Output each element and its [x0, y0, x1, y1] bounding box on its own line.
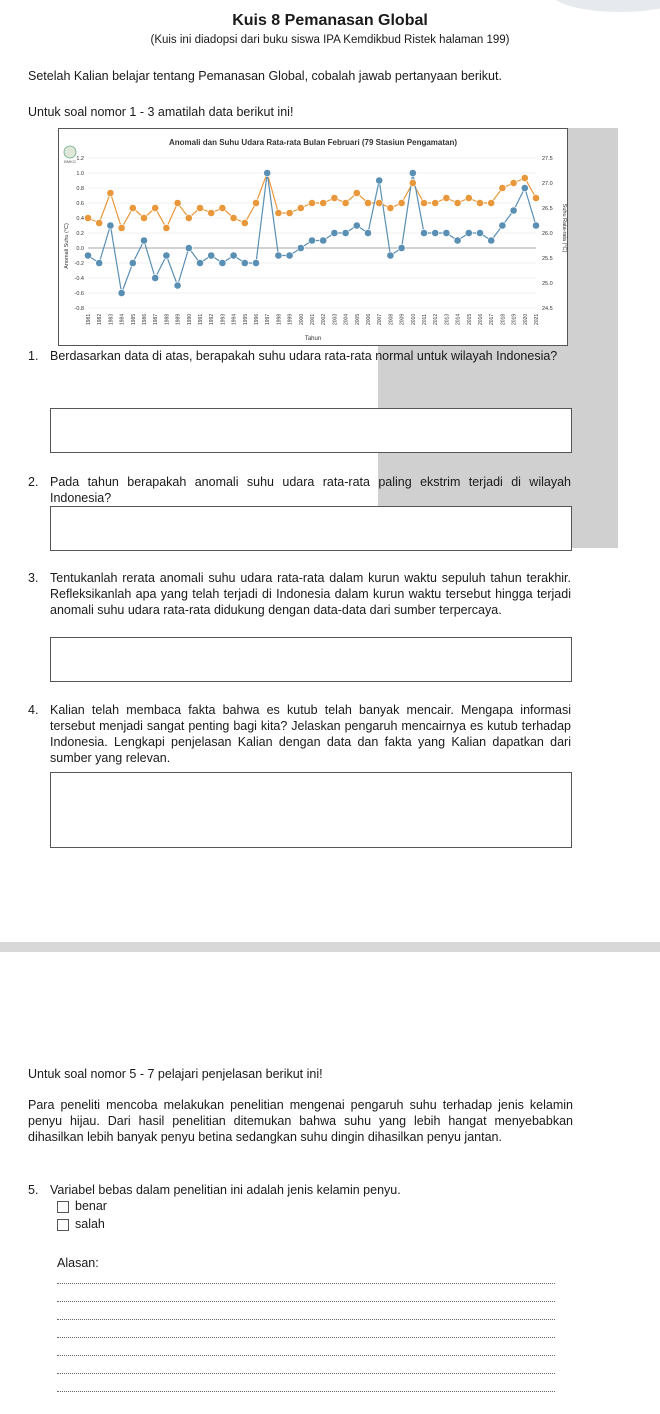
option-salah-checkbox[interactable] [57, 1219, 69, 1231]
q1-text: Berdasarkan data di atas, berapakah suhu udara rata-rata normal untuk wilayah Indonesia? [50, 349, 558, 363]
data-point-anomaly [510, 207, 517, 214]
data-point-anomaly [264, 169, 271, 176]
data-point-anomaly [208, 252, 215, 259]
data-point-temperature [432, 199, 439, 206]
x-axis-label: Tahun [304, 336, 322, 342]
x-tick-label: 2011 [422, 314, 428, 325]
data-point-anomaly [443, 229, 450, 236]
data-point-anomaly [252, 259, 259, 266]
data-point-anomaly [398, 244, 405, 251]
x-tick-label: 2021 [534, 313, 540, 325]
data-point-anomaly [521, 184, 528, 191]
x-tick-label: 1996 [254, 313, 260, 325]
data-point-temperature [163, 224, 170, 231]
option-benar-checkbox[interactable] [57, 1201, 69, 1213]
chart-title: Anomali dan Suhu Udara Rata-rata Bulan Februari (79 Stasiun Pengamatan) [168, 138, 458, 147]
data-point-temperature [219, 204, 226, 211]
option-salah-label: salah [75, 1217, 105, 1231]
x-tick-label: 2000 [298, 313, 305, 325]
x-tick-label: 1990 [186, 313, 193, 325]
y-tick-left-label: 1.2 [76, 156, 84, 162]
y-tick-right-label: 24.5 [542, 306, 553, 312]
x-tick-label: 1985 [130, 313, 137, 325]
x-tick-label: 2006 [366, 313, 372, 325]
data-point-temperature [353, 189, 360, 196]
data-point-temperature [185, 214, 192, 221]
x-tick-label: 2005 [354, 313, 361, 325]
data-point-temperature [174, 199, 181, 206]
data-point-temperature [488, 199, 495, 206]
data-point-anomaly [342, 229, 349, 236]
x-tick-label: 2004 [343, 313, 350, 325]
x-tick-label: 1993 [220, 313, 227, 325]
x-tick-label: 1997 [265, 313, 272, 325]
data-point-temperature [443, 194, 450, 201]
q4-answer-box[interactable] [50, 772, 572, 848]
data-point-anomaly [364, 229, 371, 236]
data-point-anomaly [488, 237, 495, 244]
data-point-anomaly [96, 259, 103, 266]
data-point-anomaly [241, 259, 248, 266]
x-tick-label: 1992 [209, 313, 216, 325]
data-point-anomaly [376, 177, 383, 184]
data-point-temperature [398, 199, 405, 206]
page-title: Kuis 8 Pemanasan Global [232, 12, 428, 29]
reason-line[interactable] [57, 1355, 555, 1356]
data-point-temperature [320, 199, 327, 206]
reason-line[interactable] [57, 1373, 555, 1374]
x-tick-label: 1999 [287, 313, 294, 325]
data-point-temperature [252, 199, 259, 206]
y-tick-left-label: -0.4 [74, 276, 84, 282]
data-point-temperature [454, 199, 461, 206]
y-tick-left-label: -0.2 [74, 261, 84, 267]
data-point-anomaly [387, 252, 394, 259]
y-axis-left-label: Anomali Suhu (°C) [64, 223, 70, 269]
data-point-anomaly [353, 222, 360, 229]
data-point-temperature [409, 179, 416, 186]
x-tick-label: 2016 [478, 313, 484, 325]
data-point-anomaly [476, 229, 483, 236]
q2-number: 2. [28, 475, 39, 489]
x-tick-label: 1982 [97, 313, 104, 325]
x-tick-label: 2007 [377, 313, 384, 325]
x-tick-label: 2009 [399, 313, 406, 325]
x-tick-label: 2019 [511, 313, 518, 325]
page-subtitle: (Kuis ini diadopsi dari buku siswa IPA Kemdikbud Ristek halaman 199) [150, 34, 510, 46]
reason-line[interactable] [57, 1319, 555, 1320]
data-point-anomaly [331, 229, 338, 236]
reason-label: Alasan: [57, 1256, 99, 1270]
data-point-temperature [152, 204, 159, 211]
data-point-anomaly [107, 222, 114, 229]
x-tick-label: 2013 [444, 313, 451, 325]
data-point-anomaly [308, 237, 315, 244]
data-point-temperature [84, 214, 91, 221]
data-point-temperature [196, 204, 203, 211]
y-tick-right-label: 27.5 [542, 156, 553, 162]
data-point-anomaly [454, 237, 461, 244]
data-point-anomaly [297, 244, 304, 251]
data-point-temperature [420, 199, 427, 206]
y-tick-left-label: 0.8 [76, 186, 84, 192]
page-divider [0, 942, 660, 952]
q5-number: 5. [28, 1183, 39, 1197]
x-tick-label: 2003 [332, 313, 339, 325]
data-point-anomaly [409, 169, 416, 176]
option-benar-label: benar [75, 1199, 107, 1213]
section1-label: Untuk soal nomor 1 - 3 amatilah data berikut ini! [28, 105, 294, 119]
data-point-temperature [342, 199, 349, 206]
x-tick-label: 2001 [310, 313, 316, 325]
x-tick-label: 1988 [164, 313, 171, 325]
data-point-anomaly [174, 282, 181, 289]
q3-answer-box[interactable] [50, 637, 572, 682]
data-point-anomaly [499, 222, 506, 229]
reason-line[interactable] [57, 1301, 555, 1302]
data-point-temperature [129, 204, 136, 211]
x-tick-label: 2020 [522, 313, 529, 325]
x-tick-label: 1983 [108, 313, 115, 325]
data-point-anomaly [129, 259, 136, 266]
data-point-temperature [230, 214, 237, 221]
data-point-temperature [107, 189, 114, 196]
data-point-temperature [376, 199, 383, 206]
y-tick-left-label: 0.6 [76, 201, 84, 207]
x-tick-label: 2017 [489, 313, 496, 325]
data-point-temperature [387, 204, 394, 211]
data-point-anomaly [320, 237, 327, 244]
y-tick-left-label: 0.0 [76, 246, 84, 252]
x-tick-label: 1995 [242, 313, 249, 325]
anomaly-chart [58, 128, 568, 346]
intro-text: Setelah Kalian belajar tentang Pemanasan Global, cobalah jawab pertanyaan berikut. [28, 69, 502, 83]
bmkg-logo-icon [64, 146, 76, 158]
data-point-temperature [96, 219, 103, 226]
x-tick-label: 2008 [388, 313, 395, 325]
q1-answer-box[interactable] [50, 408, 572, 453]
x-tick-label: 2018 [500, 313, 507, 325]
q3-number: 3. [28, 571, 39, 585]
y-tick-left-label: -0.6 [74, 291, 84, 297]
data-point-temperature [476, 199, 483, 206]
y-axis-right-label: Suhu Rata-rata (°C) [561, 203, 567, 253]
data-point-anomaly [465, 229, 472, 236]
data-point-anomaly [532, 222, 539, 229]
data-point-temperature [286, 209, 293, 216]
data-point-temperature [510, 179, 517, 186]
reason-line[interactable] [57, 1391, 555, 1392]
data-point-anomaly [196, 259, 203, 266]
data-point-anomaly [152, 274, 159, 281]
reason-line[interactable] [57, 1283, 555, 1284]
data-point-temperature [532, 194, 539, 201]
y-tick-right-label: 26.5 [542, 206, 553, 212]
x-tick-label: 2010 [410, 313, 417, 325]
data-point-temperature [297, 204, 304, 211]
x-tick-label: 2012 [433, 313, 440, 325]
reason-line[interactable] [57, 1337, 555, 1338]
bmkg-logo-text: BMKG [64, 159, 76, 164]
x-tick-label: 1991 [198, 313, 204, 325]
y-tick-right-label: 27.0 [542, 181, 553, 187]
y-tick-right-label: 26.0 [542, 231, 553, 237]
q3-text: Tentukanlah rerata anomali suhu udara rata-rata dalam kurun waktu sepuluh tahun terakhir. Refleksikanlah apa yang telah terjadi di Indonesia dalam kurun waktu tersebut hingga terjadi anomali suhu udara rata-rata didukung dengan data-data dari sumber terpercaya. [50, 571, 571, 617]
data-point-anomaly [420, 229, 427, 236]
q1-number: 1. [28, 349, 39, 363]
x-tick-label: 1994 [231, 313, 238, 325]
data-point-temperature [140, 214, 147, 221]
y-tick-right-label: 25.5 [542, 256, 553, 262]
x-tick-label: 2015 [466, 313, 473, 325]
data-point-anomaly [163, 252, 170, 259]
y-tick-left-label: 0.4 [76, 216, 84, 222]
x-tick-label: 1987 [153, 313, 160, 325]
data-point-anomaly [219, 259, 226, 266]
q2-text: Pada tahun berapakah anomali suhu udara rata-rata paling ekstrim terjadi di wilayah Indonesia? [50, 475, 571, 505]
x-tick-label: 2002 [321, 313, 328, 325]
section2-paragraph: Para peneliti mencoba melakukan penelitian mengenai pengaruh suhu terhadap jenis kelamin penyu hijau. Dari hasil penelitian ditemukan bahwa suhu yang lebih hangat menyebabkan dihasilkan lebih banyak penyu betina sedangkan suhu dingin dihasilkan penyu jantan. [28, 1098, 573, 1144]
y-tick-right-label: 25.0 [542, 281, 553, 287]
q5-text: Variabel bebas dalam penelitian ini adalah jenis kelamin penyu. [50, 1183, 401, 1197]
data-point-temperature [275, 209, 282, 216]
section2-label: Untuk soal nomor 5 - 7 pelajari penjelasan berikut ini! [28, 1067, 323, 1081]
data-point-temperature [499, 184, 506, 191]
x-tick-label: 2014 [455, 313, 462, 325]
x-tick-label: 1989 [175, 313, 182, 325]
data-point-anomaly [286, 252, 293, 259]
data-point-temperature [465, 194, 472, 201]
x-tick-label: 1986 [142, 313, 148, 325]
data-point-anomaly [185, 244, 192, 251]
data-point-anomaly [275, 252, 282, 259]
data-point-temperature [208, 209, 215, 216]
x-tick-label: 1984 [119, 313, 126, 325]
data-point-temperature [118, 224, 125, 231]
y-tick-left-label: 0.2 [76, 231, 84, 237]
y-tick-left-label: -0.8 [74, 306, 84, 312]
data-point-temperature [308, 199, 315, 206]
data-point-temperature [241, 219, 248, 226]
y-tick-left-label: 1.0 [76, 171, 84, 177]
corner-decoration [550, 0, 660, 12]
data-point-anomaly [118, 289, 125, 296]
q2-answer-box[interactable] [50, 506, 572, 551]
data-point-anomaly [84, 252, 91, 259]
data-point-temperature [521, 174, 528, 181]
data-point-anomaly [140, 237, 147, 244]
x-tick-label: 1998 [276, 313, 283, 325]
data-point-anomaly [432, 229, 439, 236]
data-point-temperature [364, 199, 371, 206]
x-tick-label: 1981 [86, 313, 92, 325]
data-point-temperature [331, 194, 338, 201]
q4-number: 4. [28, 703, 39, 717]
data-point-anomaly [230, 252, 237, 259]
q4-text: Kalian telah membaca fakta bahwa es kutub telah banyak mencair. Mengapa informasi tersebut menjadi sangat penting bagi kita? Jelaskan pengaruh mencairnya es kutub terhadap Indonesia. Lengkapi penjelasan Kalian dengan data dan fakta yang Kalian dapatkan dari sumber yang relevan. [50, 703, 571, 765]
